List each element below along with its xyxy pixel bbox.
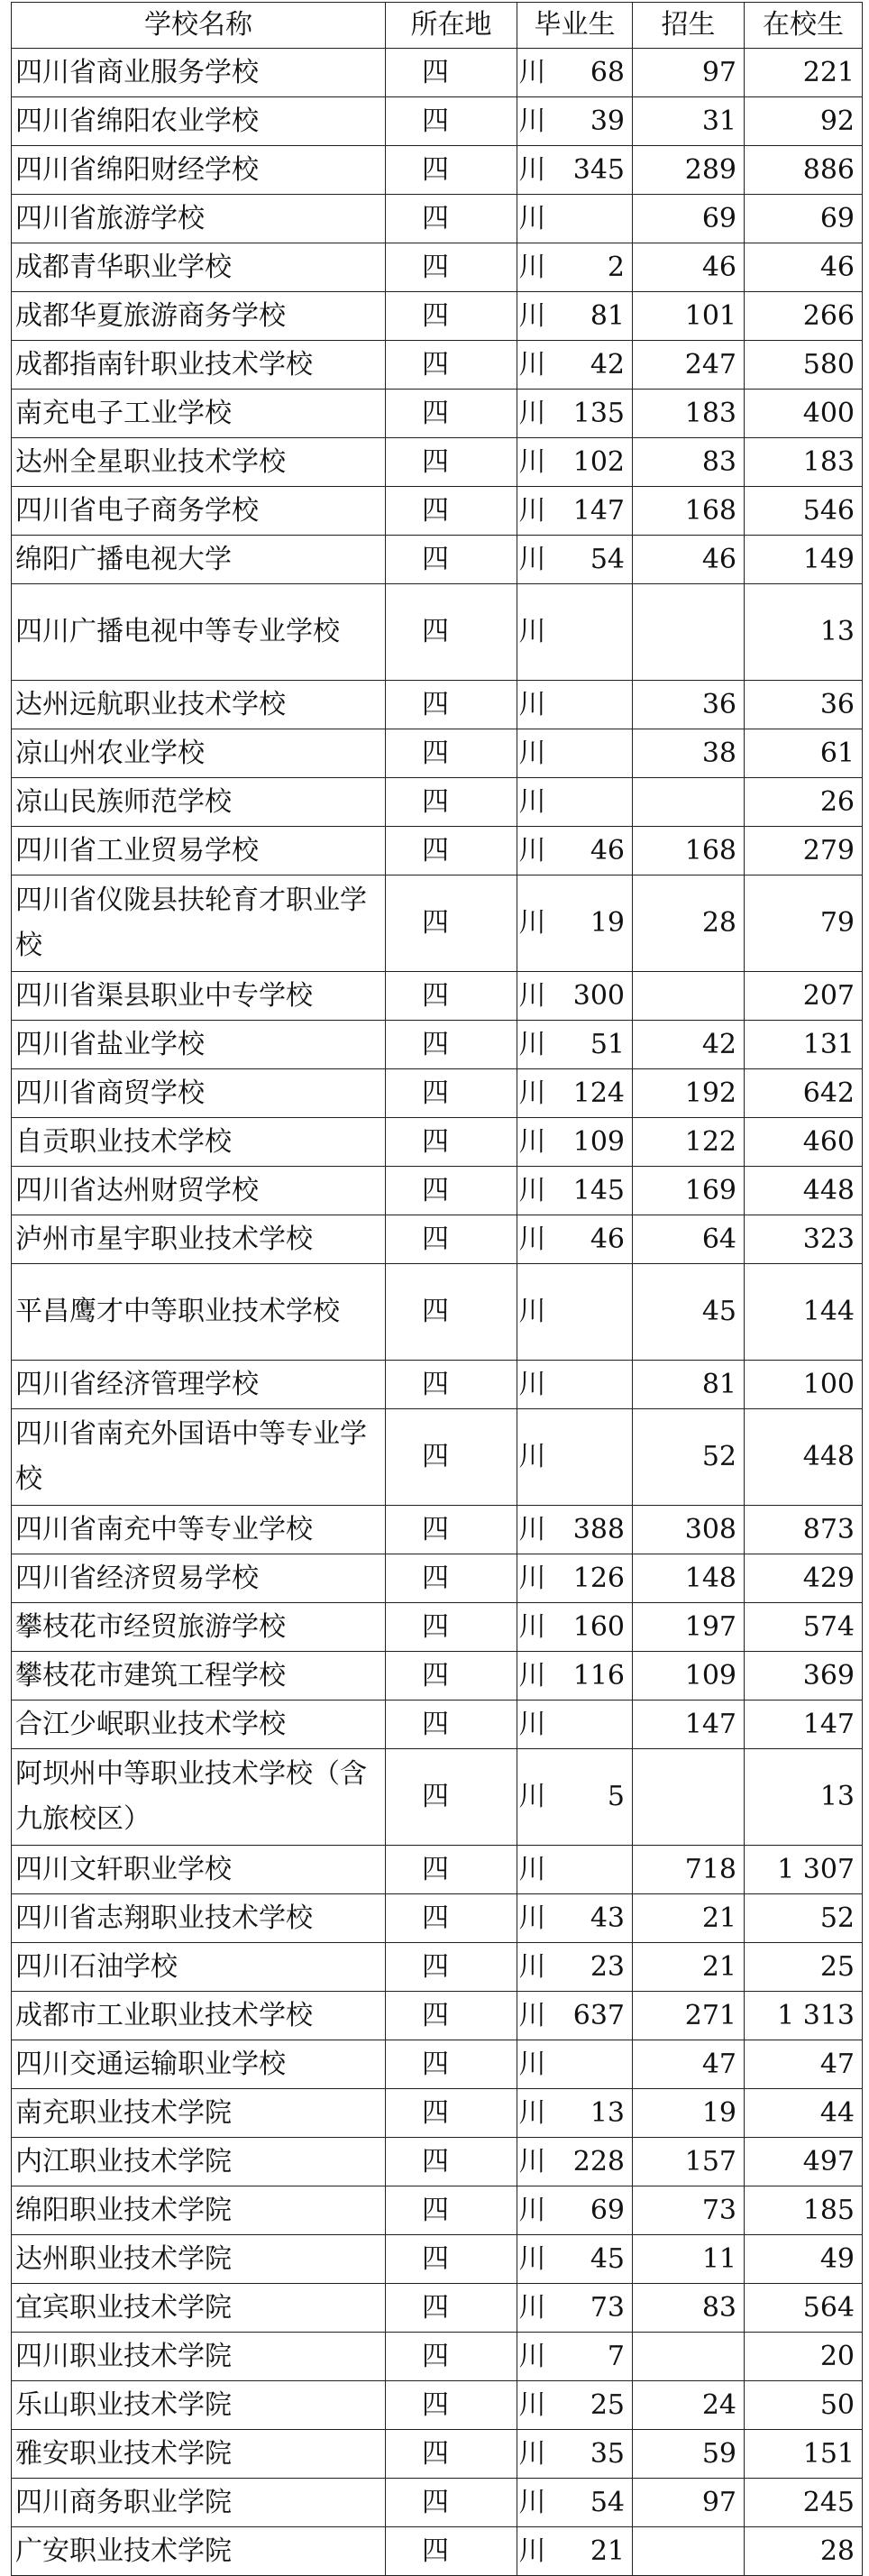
school-name-cell: 四川省渠县职业中专学校: [12, 972, 386, 1021]
graduates-cell: 25: [517, 2381, 633, 2430]
enrollment-cell: 718: [633, 1846, 745, 1894]
current-students-cell: 448: [745, 1409, 863, 1506]
enrollment-cell: [633, 778, 745, 827]
location-cell: 四 川: [386, 1846, 517, 1894]
current-students-cell: 52: [745, 1894, 863, 1943]
enrollment-cell: [633, 584, 745, 681]
current-students-cell: 207: [745, 972, 863, 1021]
school-name-cell: 攀枝花市建筑工程学校: [12, 1652, 386, 1701]
table-row: [12, 1361, 863, 1409]
location-cell: 四 川: [386, 390, 517, 438]
enrollment-cell: 197: [633, 1603, 745, 1652]
table-row: [12, 2479, 863, 2527]
current-students-cell: 46: [745, 243, 863, 292]
enrollment-cell: 109: [633, 1652, 745, 1701]
enrollment-cell: 192: [633, 1069, 745, 1118]
location-cell: 四 川: [386, 292, 517, 341]
table-row: [12, 49, 863, 97]
current-students-cell: 47: [745, 2040, 863, 2089]
table-row: [12, 2235, 863, 2284]
current-students-cell: 26: [745, 778, 863, 827]
location-cell: 四 川: [386, 1069, 517, 1118]
enrollment-cell: 45: [633, 1264, 745, 1361]
current-students-cell: 100: [745, 1361, 863, 1409]
location-cell: 四 川: [386, 97, 517, 146]
table-row: [12, 2333, 863, 2381]
header-enrollment: 招生: [633, 3, 745, 49]
school-name-cell: 四川省电子商务学校: [12, 487, 386, 536]
graduates-cell: 126: [517, 1554, 633, 1603]
graduates-cell: 228: [517, 2138, 633, 2186]
enrollment-cell: 19: [633, 2089, 745, 2138]
location-cell: 四 川: [386, 1361, 517, 1409]
graduates-cell: 46: [517, 1215, 633, 1264]
enrollment-cell: 46: [633, 243, 745, 292]
location-cell: 四 川: [386, 1264, 517, 1361]
school-name-cell: 四川省商业服务学校: [12, 49, 386, 97]
table-row: [12, 972, 863, 1021]
location-cell: 四 川: [386, 584, 517, 681]
current-students-cell: 61: [745, 729, 863, 778]
table-row: [12, 1554, 863, 1603]
table-row: [12, 195, 863, 243]
header-graduates: 毕业生: [517, 3, 633, 49]
school-name-cell: 阿坝州中等职业技术学校（含九旅校区）: [12, 1749, 386, 1846]
school-name-cell: 四川广播电视中等专业学校: [12, 584, 386, 681]
enrollment-cell: 47: [633, 2040, 745, 2089]
graduates-cell: 7: [517, 2333, 633, 2381]
enrollment-cell: 183: [633, 390, 745, 438]
enrollment-cell: 42: [633, 1021, 745, 1069]
current-students-cell: 1 313: [745, 1992, 863, 2040]
current-students-cell: 28: [745, 2527, 863, 2576]
current-students-cell: 429: [745, 1554, 863, 1603]
school-name-cell: 攀枝花市经贸旅游学校: [12, 1603, 386, 1652]
school-name-cell: 四川文轩职业学校: [12, 1846, 386, 1894]
graduates-cell: 109: [517, 1118, 633, 1167]
location-cell: 四 川: [386, 729, 517, 778]
school-name-cell: 雅安职业技术学院: [12, 2430, 386, 2479]
graduates-cell: 145: [517, 1167, 633, 1215]
school-name-cell: 成都华夏旅游商务学校: [12, 292, 386, 341]
school-name-cell: 成都指南针职业技术学校: [12, 341, 386, 390]
school-name-cell: 泸州市星宇职业技术学校: [12, 1215, 386, 1264]
enrollment-cell: 28: [633, 875, 745, 972]
school-name-cell: 四川省南充外国语中等专业学校: [12, 1409, 386, 1506]
table-row: [12, 1652, 863, 1701]
location-cell: 四 川: [386, 1021, 517, 1069]
location-cell: 四 川: [386, 2430, 517, 2479]
header-row: [12, 3, 863, 49]
enrollment-cell: 21: [633, 1894, 745, 1943]
table-row: [12, 536, 863, 584]
current-students-cell: 50: [745, 2381, 863, 2430]
table-row: [12, 2186, 863, 2235]
graduates-cell: 116: [517, 1652, 633, 1701]
location-cell: 四 川: [386, 1894, 517, 1943]
location-cell: 四 川: [386, 146, 517, 195]
graduates-cell: 345: [517, 146, 633, 195]
location-cell: 四 川: [386, 2235, 517, 2284]
school-name-cell: 达州职业技术学院: [12, 2235, 386, 2284]
current-students-cell: 873: [745, 1506, 863, 1554]
school-name-cell: 达州远航职业技术学校: [12, 681, 386, 729]
location-cell: 四 川: [386, 487, 517, 536]
school-name-cell: 平昌鹰才中等职业技术学校: [12, 1264, 386, 1361]
header-school-name: 学校名称: [12, 3, 386, 49]
table-row: [12, 1118, 863, 1167]
current-students-cell: 151: [745, 2430, 863, 2479]
enrollment-cell: [633, 972, 745, 1021]
current-students-cell: 131: [745, 1021, 863, 1069]
current-students-cell: 460: [745, 1118, 863, 1167]
enrollment-cell: 97: [633, 2479, 745, 2527]
current-students-cell: 546: [745, 487, 863, 536]
table-row: [12, 1749, 863, 1846]
table-row: [12, 292, 863, 341]
graduates-cell: 19: [517, 875, 633, 972]
table-row: [12, 1021, 863, 1069]
graduates-cell: 21: [517, 2527, 633, 2576]
graduates-cell: 135: [517, 390, 633, 438]
school-name-cell: 四川省仪陇县扶轮育才职业学校: [12, 875, 386, 972]
enrollment-cell: 168: [633, 487, 745, 536]
location-cell: 四 川: [386, 438, 517, 487]
location-cell: 四 川: [386, 2381, 517, 2430]
table-row: [12, 681, 863, 729]
table-row: [12, 2040, 863, 2089]
current-students-cell: 144: [745, 1264, 863, 1361]
location-cell: 四 川: [386, 195, 517, 243]
enrollment-cell: 46: [633, 536, 745, 584]
location-cell: 四 川: [386, 2527, 517, 2576]
graduates-cell: 73: [517, 2284, 633, 2333]
current-students-cell: 886: [745, 146, 863, 195]
school-name-cell: 宜宾职业技术学院: [12, 2284, 386, 2333]
school-name-cell: 四川省经济贸易学校: [12, 1554, 386, 1603]
graduates-cell: 2: [517, 243, 633, 292]
school-name-cell: 凉山州农业学校: [12, 729, 386, 778]
table-row: [12, 584, 863, 681]
current-students-cell: 245: [745, 2479, 863, 2527]
graduates-cell: 46: [517, 827, 633, 875]
enrollment-cell: 38: [633, 729, 745, 778]
school-name-cell: 绵阳广播电视大学: [12, 536, 386, 584]
table-row: [12, 1215, 863, 1264]
location-cell: 四 川: [386, 2138, 517, 2186]
current-students-cell: 49: [745, 2235, 863, 2284]
school-name-cell: 南充职业技术学院: [12, 2089, 386, 2138]
table-row: [12, 1943, 863, 1992]
location-cell: 四 川: [386, 778, 517, 827]
enrollment-cell: 247: [633, 341, 745, 390]
school-name-cell: 内江职业技术学院: [12, 2138, 386, 2186]
school-name-cell: 四川省工业贸易学校: [12, 827, 386, 875]
enrollment-cell: 59: [633, 2430, 745, 2479]
enrollment-cell: 69: [633, 195, 745, 243]
location-cell: 四 川: [386, 1701, 517, 1749]
location-cell: 四 川: [386, 1506, 517, 1554]
table-row: [12, 2527, 863, 2576]
location-cell: 四 川: [386, 827, 517, 875]
current-students-cell: 580: [745, 341, 863, 390]
school-name-cell: 南充电子工业学校: [12, 390, 386, 438]
current-students-cell: 642: [745, 1069, 863, 1118]
school-name-cell: 自贡职业技术学校: [12, 1118, 386, 1167]
current-students-cell: 149: [745, 536, 863, 584]
graduates-cell: 300: [517, 972, 633, 1021]
table-row: [12, 2381, 863, 2430]
current-students-cell: 147: [745, 1701, 863, 1749]
school-name-cell: 四川省经济管理学校: [12, 1361, 386, 1409]
table-row: [12, 97, 863, 146]
table-row: [12, 1992, 863, 2040]
current-students-cell: 279: [745, 827, 863, 875]
school-name-cell: 绵阳职业技术学院: [12, 2186, 386, 2235]
current-students-cell: 13: [745, 584, 863, 681]
enrollment-cell: 81: [633, 1361, 745, 1409]
graduates-cell: 45: [517, 2235, 633, 2284]
school-name-cell: 四川省盐业学校: [12, 1021, 386, 1069]
school-name-cell: 四川省南充中等专业学校: [12, 1506, 386, 1554]
enrollment-cell: 271: [633, 1992, 745, 2040]
location-cell: 四 川: [386, 1554, 517, 1603]
enrollment-cell: [633, 2527, 745, 2576]
enrollment-cell: 31: [633, 97, 745, 146]
school-name-cell: 乐山职业技术学院: [12, 2381, 386, 2430]
current-students-cell: 369: [745, 1652, 863, 1701]
graduates-cell: 388: [517, 1506, 633, 1554]
enrollment-cell: 11: [633, 2235, 745, 2284]
school-statistics-table: [11, 2, 863, 2576]
graduates-cell: 54: [517, 536, 633, 584]
current-students-cell: 400: [745, 390, 863, 438]
location-cell: 四 川: [386, 2333, 517, 2381]
table-row: [12, 729, 863, 778]
school-name-cell: 成都青华职业学校: [12, 243, 386, 292]
graduates-cell: 68: [517, 49, 633, 97]
graduates-cell: 13: [517, 2089, 633, 2138]
current-students-cell: 564: [745, 2284, 863, 2333]
current-students-cell: 25: [745, 1943, 863, 1992]
enrollment-cell: 83: [633, 438, 745, 487]
table-row: [12, 1603, 863, 1652]
school-name-cell: 四川交通运输职业学校: [12, 2040, 386, 2089]
location-cell: 四 川: [386, 2040, 517, 2089]
location-cell: 四 川: [386, 2089, 517, 2138]
table-row: [12, 341, 863, 390]
location-cell: 四 川: [386, 2284, 517, 2333]
current-students-cell: 1 307: [745, 1846, 863, 1894]
table-row: [12, 487, 863, 536]
table-row: [12, 146, 863, 195]
current-students-cell: 497: [745, 2138, 863, 2186]
enrollment-cell: 169: [633, 1167, 745, 1215]
enrollment-cell: 83: [633, 2284, 745, 2333]
enrollment-cell: 36: [633, 681, 745, 729]
graduates-cell: 35: [517, 2430, 633, 2479]
enrollment-cell: 147: [633, 1701, 745, 1749]
enrollment-cell: 24: [633, 2381, 745, 2430]
school-name-cell: 合江少岷职业技术学校: [12, 1701, 386, 1749]
current-students-cell: 36: [745, 681, 863, 729]
current-students-cell: 20: [745, 2333, 863, 2381]
table-row: [12, 1069, 863, 1118]
location-cell: 四 川: [386, 2479, 517, 2527]
table-row: [12, 1701, 863, 1749]
table-row: [12, 1264, 863, 1361]
table-body: [12, 49, 863, 2576]
graduates-cell: 69: [517, 2186, 633, 2235]
table-row: [12, 827, 863, 875]
enrollment-cell: 289: [633, 146, 745, 195]
table-row: [12, 2284, 863, 2333]
school-name-cell: 四川省绵阳农业学校: [12, 97, 386, 146]
location-cell: 四 川: [386, 243, 517, 292]
graduates-cell: 5: [517, 1749, 633, 1846]
graduates-cell: 147: [517, 487, 633, 536]
location-cell: 四 川: [386, 1992, 517, 2040]
table-header: [12, 3, 863, 49]
enrollment-cell: 73: [633, 2186, 745, 2235]
current-students-cell: 323: [745, 1215, 863, 1264]
table-row: [12, 243, 863, 292]
table-row: [12, 2089, 863, 2138]
graduates-cell: 102: [517, 438, 633, 487]
school-name-cell: 四川省商贸学校: [12, 1069, 386, 1118]
table-row: [12, 1409, 863, 1506]
graduates-cell: 39: [517, 97, 633, 146]
location-cell: 四 川: [386, 536, 517, 584]
school-name-cell: 四川省志翔职业技术学校: [12, 1894, 386, 1943]
location-cell: 四 川: [386, 972, 517, 1021]
school-name-cell: 四川省达州财贸学校: [12, 1167, 386, 1215]
current-students-cell: 574: [745, 1603, 863, 1652]
location-cell: 四 川: [386, 1409, 517, 1506]
current-students-cell: 266: [745, 292, 863, 341]
location-cell: 四 川: [386, 1603, 517, 1652]
current-students-cell: 183: [745, 438, 863, 487]
current-students-cell: 69: [745, 195, 863, 243]
location-cell: 四 川: [386, 1118, 517, 1167]
enrollment-cell: 52: [633, 1409, 745, 1506]
location-cell: 四 川: [386, 1943, 517, 1992]
graduates-cell: 23: [517, 1943, 633, 1992]
location-cell: 四 川: [386, 1215, 517, 1264]
school-name-cell: 四川商务职业学院: [12, 2479, 386, 2527]
current-students-cell: 92: [745, 97, 863, 146]
school-name-cell: 达州全星职业技术学校: [12, 438, 386, 487]
location-cell: 四 川: [386, 681, 517, 729]
location-cell: 四 川: [386, 2186, 517, 2235]
table-row: [12, 390, 863, 438]
current-students-cell: 185: [745, 2186, 863, 2235]
enrollment-cell: 122: [633, 1118, 745, 1167]
enrollment-cell: 308: [633, 1506, 745, 1554]
location-cell: 四 川: [386, 341, 517, 390]
table-row: [12, 438, 863, 487]
enrollment-cell: [633, 2333, 745, 2381]
enrollment-cell: 168: [633, 827, 745, 875]
school-name-cell: 凉山民族师范学校: [12, 778, 386, 827]
location-cell: 四 川: [386, 1749, 517, 1846]
location-cell: 四 川: [386, 1167, 517, 1215]
enrollment-cell: 157: [633, 2138, 745, 2186]
school-name-cell: 四川省绵阳财经学校: [12, 146, 386, 195]
graduates-cell: 43: [517, 1894, 633, 1943]
graduates-cell: 54: [517, 2479, 633, 2527]
table-row: [12, 2430, 863, 2479]
current-students-cell: 13: [745, 1749, 863, 1846]
graduates-cell: 124: [517, 1069, 633, 1118]
table-row: [12, 1846, 863, 1894]
school-name-cell: 四川省旅游学校: [12, 195, 386, 243]
graduates-cell: 637: [517, 1992, 633, 2040]
enrollment-cell: 148: [633, 1554, 745, 1603]
enrollment-cell: [633, 1749, 745, 1846]
header-current-students: 在校生: [745, 3, 863, 49]
current-students-cell: 79: [745, 875, 863, 972]
location-cell: 四 川: [386, 49, 517, 97]
enrollment-cell: 64: [633, 1215, 745, 1264]
school-name-cell: 成都市工业职业技术学校: [12, 1992, 386, 2040]
school-name-cell: 四川石油学校: [12, 1943, 386, 1992]
current-students-cell: 44: [745, 2089, 863, 2138]
enrollment-cell: 97: [633, 49, 745, 97]
location-cell: 四 川: [386, 875, 517, 972]
table-row: [12, 875, 863, 972]
location-cell: 四 川: [386, 1652, 517, 1701]
enrollment-cell: 21: [633, 1943, 745, 1992]
table-row: [12, 1506, 863, 1554]
enrollment-cell: 101: [633, 292, 745, 341]
table-row: [12, 2138, 863, 2186]
current-students-cell: 448: [745, 1167, 863, 1215]
current-students-cell: 221: [745, 49, 863, 97]
table-row: [12, 1894, 863, 1943]
table-row: [12, 778, 863, 827]
school-name-cell: 四川职业技术学院: [12, 2333, 386, 2381]
table-row: [12, 1167, 863, 1215]
graduates-cell: 81: [517, 292, 633, 341]
graduates-cell: 51: [517, 1021, 633, 1069]
graduates-cell: 42: [517, 341, 633, 390]
school-name-cell: 广安职业技术学院: [12, 2527, 386, 2576]
header-location: 所在地: [386, 3, 517, 49]
graduates-cell: 160: [517, 1603, 633, 1652]
